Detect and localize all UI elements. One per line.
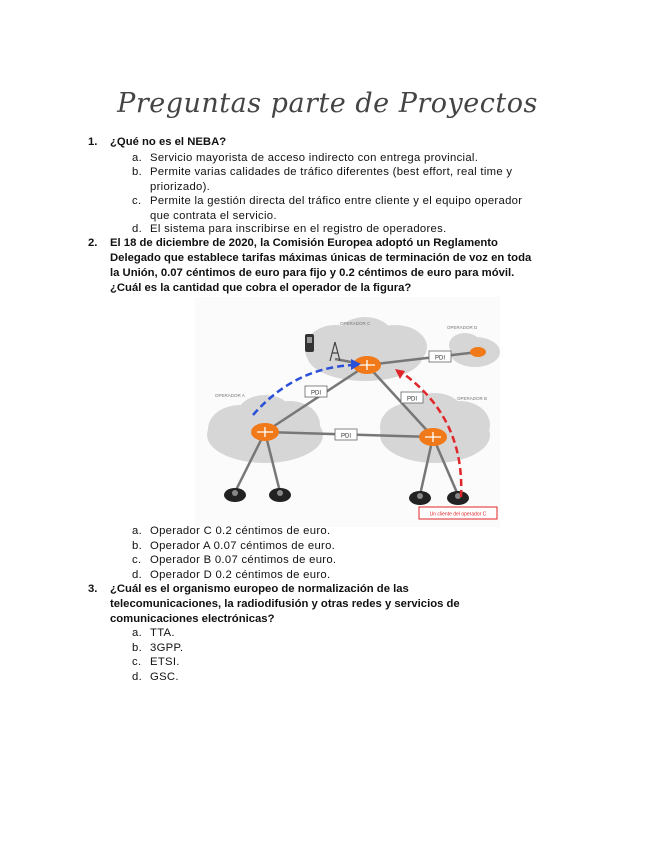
svg-text:PDI: PDI	[406, 396, 418, 403]
svg-text:Un cliente del operador C: Un cliente del operador C	[429, 511, 487, 518]
svg-text:PDI: PDI	[340, 433, 352, 440]
pdi-box-c-b	[401, 392, 423, 403]
option-1c	[132, 194, 540, 223]
option-label: b.	[132, 166, 143, 178]
option-2b	[132, 539, 570, 554]
option-label: a.	[132, 525, 143, 537]
svg-text:PDI: PDI	[310, 390, 322, 397]
option-3a	[132, 626, 570, 641]
svg-text:PDI: PDI	[434, 355, 446, 362]
option-label: d.	[132, 671, 143, 683]
option-text: Permite la gestión directa del tráfico entre cliente y el equipo operador que contrata el servicio.	[150, 195, 523, 222]
option-text: Operador D 0.2 céntimos de euro.	[150, 569, 331, 581]
option-label: a.	[132, 152, 143, 164]
option-2d	[132, 568, 570, 583]
question-number: 3.	[88, 583, 98, 595]
router-icon	[470, 347, 486, 357]
option-1d	[132, 222, 570, 237]
question-3	[88, 582, 510, 627]
client-label-box	[419, 507, 497, 519]
question-1	[88, 135, 550, 150]
phone-icon	[409, 491, 431, 505]
option-1b	[132, 165, 570, 194]
option-text: El sistema para inscribirse en el registro de operadores.	[150, 223, 447, 235]
question-text: ¿Qué no es el NEBA?	[110, 136, 227, 148]
option-label: d.	[132, 223, 143, 235]
router-icon	[419, 428, 447, 446]
option-text: Permite varias calidades de tráfico diferentes (best effort, real time y priorizado).	[150, 166, 513, 193]
pdi-box-a-b	[335, 429, 357, 440]
option-1a	[132, 151, 570, 166]
option-text: Operador A 0.07 céntimos de euro.	[150, 540, 336, 552]
option-text: ETSI.	[150, 656, 180, 668]
page-title: Preguntas parte de Proyectos	[117, 88, 538, 119]
router-icon	[251, 423, 279, 441]
network-diagram	[195, 297, 500, 527]
operator-label-d: OPERADOR D	[447, 325, 478, 330]
phone-icon	[224, 488, 246, 502]
mobile-phone-icon	[305, 334, 314, 352]
operator-label-b: OPERADOR B	[457, 396, 488, 401]
option-text: 3GPP.	[150, 642, 184, 654]
option-label: c.	[132, 195, 142, 207]
pdi-box-a-c	[305, 386, 327, 397]
option-label: a.	[132, 627, 143, 639]
option-text: Servicio mayorista de acceso indirecto con entrega provincial.	[150, 152, 479, 164]
option-label: c.	[132, 656, 142, 668]
option-2a	[132, 524, 570, 539]
question-2	[88, 236, 540, 296]
question-text: El 18 de diciembre de 2020, la Comisión Europea adoptó un Reglamento Delegado que establece tarifas máximas únicas de terminación de voz en toda la Unión, 0.07 céntimos de euro para fijo y 0.2 céntimos de euro para móvil. ¿Cuál es la cantidad que cobra el operador de la figura?	[110, 237, 532, 294]
question-text: ¿Cuál es el organismo europeo de normalización de las telecomunicaciones, la radiodifusión y otras redes y servicios de comunicaciones electrónicas?	[110, 583, 460, 625]
option-text: TTA.	[150, 627, 175, 639]
option-text: GSC.	[150, 671, 179, 683]
option-label: c.	[132, 554, 142, 566]
operator-label-c: OPERADOR C	[340, 321, 371, 326]
option-text: Operador C 0.2 céntimos de euro.	[150, 525, 331, 537]
option-3d	[132, 670, 570, 685]
phone-icon	[269, 488, 291, 502]
question-number: 1.	[88, 136, 98, 148]
option-2c	[132, 553, 570, 568]
option-label: d.	[132, 569, 143, 581]
option-label: b.	[132, 642, 143, 654]
option-3b	[132, 641, 570, 656]
pdi-box-c-d	[429, 351, 451, 362]
option-text: Operador B 0.07 céntimos de euro.	[150, 554, 337, 566]
option-label: b.	[132, 540, 143, 552]
operator-label-a: OPERADOR A	[215, 393, 245, 398]
question-number: 2.	[88, 237, 98, 249]
option-3c	[132, 655, 570, 670]
phone-icon	[447, 491, 469, 505]
